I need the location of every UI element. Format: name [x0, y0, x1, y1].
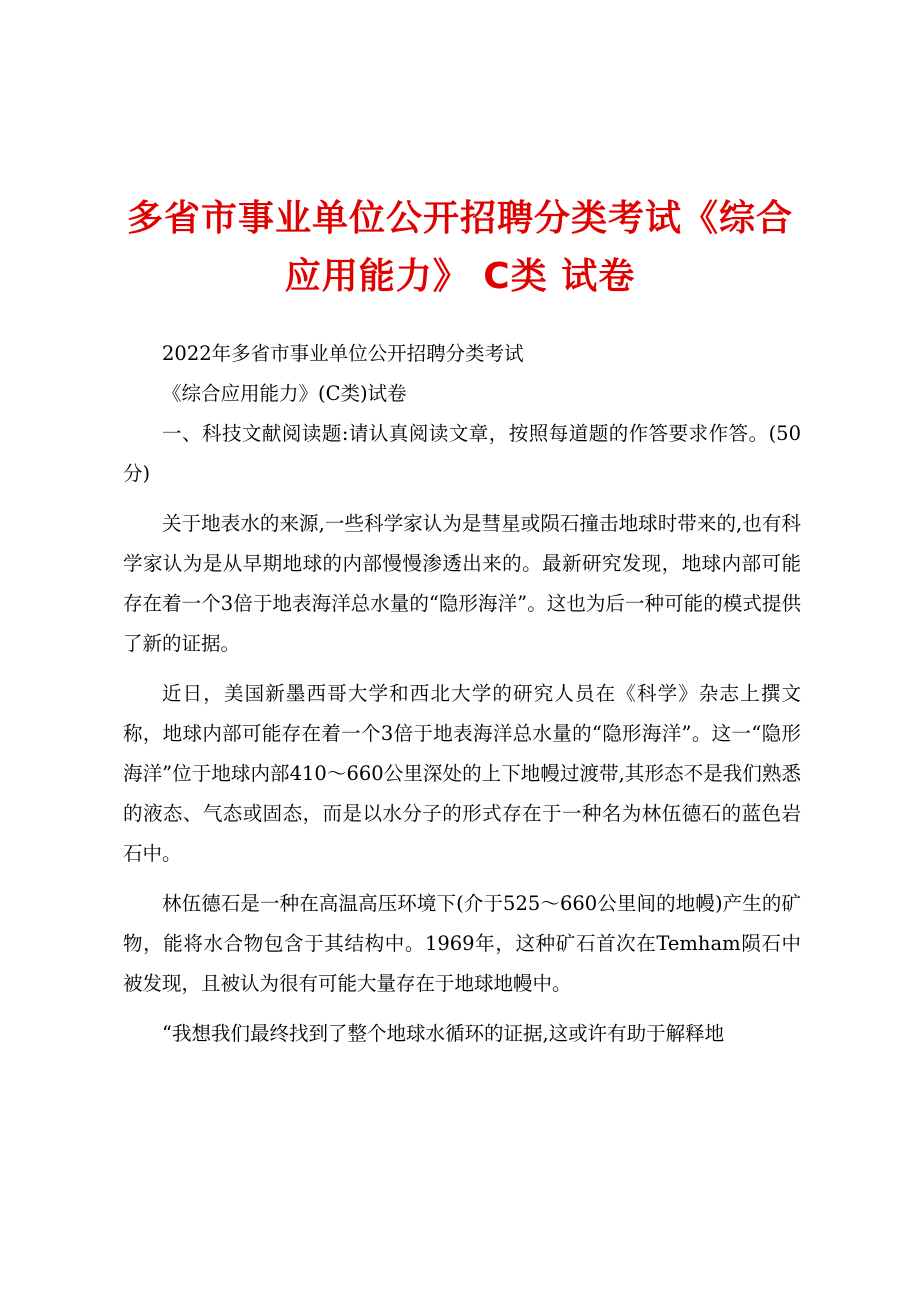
paragraph-body: 关于地表水的来源,一些科学家认为是彗星或陨石撞击地球时带来的,也有科学家认为是从早期地球的内部慢慢渗透出来的。最新研究发现，地球内部可能存在着一个3倍于地表海洋总水量的“隐形海洋”。这也为后一种可能的模式提供了新的证据。	[123, 512, 801, 655]
paragraph-body: 林伍德石是一种在高温高压环境下(介于525～660公里间的地幔)产生的矿物，能将水合物包含于其结构中。1969年，这种矿石首次在Temham陨石中被发现，且被认为很有可能大量存在于地球地幔中。	[123, 892, 801, 995]
paragraph-exam-subject: 《综合应用能力》(C类)试卷	[162, 382, 407, 405]
document-body	[123, 334, 801, 1054]
paragraph-exam-year: 2022年多省市事业单位公开招聘分类考试	[162, 342, 524, 365]
paragraph-body: “我想我们最终找到了整个地球水循环的证据,这或许有助于解释地	[162, 1022, 725, 1045]
paragraph-section-heading: 一、科技文献阅读题:请认真阅读文章，按照每道题的作答要求作答。(50分)	[123, 422, 801, 485]
document-title: 多省市事业单位公开招聘分类考试《综合应用能力》 C类 试卷	[126, 198, 793, 297]
paragraph-body: 近日，美国新墨西哥大学和西北大学的研究人员在《科学》杂志上撰文称，地球内部可能存在着一个3倍于地表海洋总水量的“隐形海洋”。这一“隐形海洋”位于地球内部410～660公里深处的上下地幔过渡带,其形态不是我们熟悉的液态、气态或固态，而是以水分子的形式存在于一种名为林伍德石的蓝色岩石中。	[123, 682, 801, 865]
